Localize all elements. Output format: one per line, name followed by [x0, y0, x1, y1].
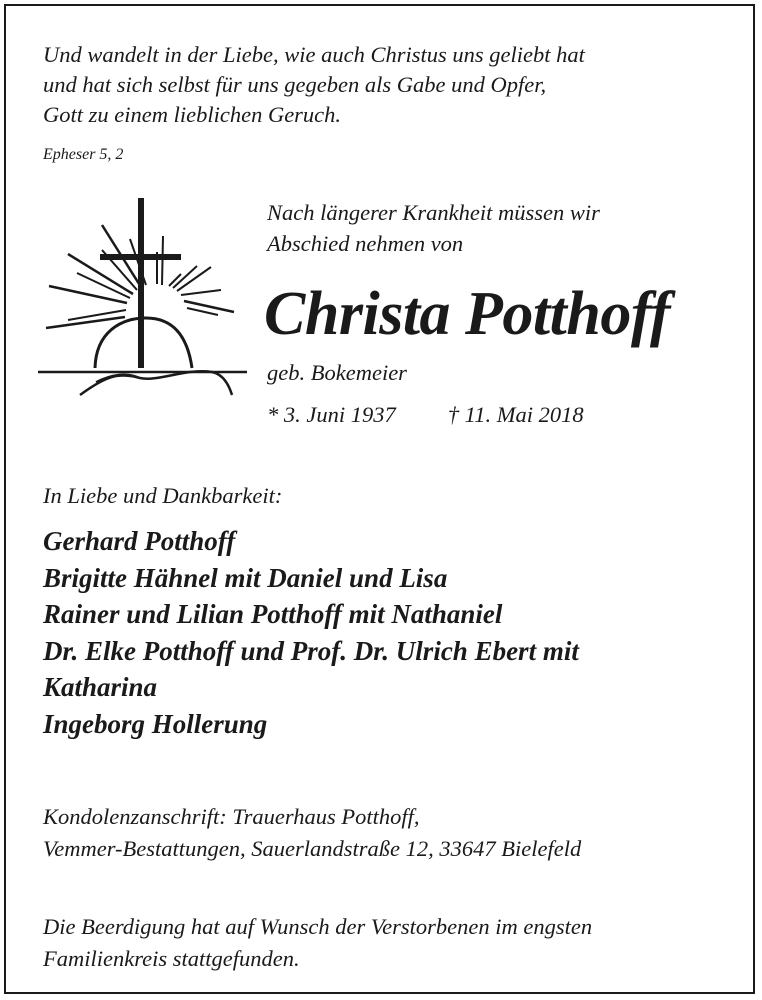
- cross-sunrise-icon: [36, 192, 252, 398]
- birth-date: * 3. Juni 1937: [267, 402, 396, 427]
- death-date: † 11. Mai 2018: [447, 402, 584, 427]
- deceased-name: Christa Potthoff: [264, 280, 671, 348]
- address-line: Vemmer-Bestattungen, Sauerlandstraße 12, 33647 Bielefeld: [43, 836, 582, 861]
- maiden-name: geb. Bokemeier: [267, 360, 407, 385]
- intro-text: [267, 197, 600, 259]
- mourner-line: Brigitte Hähnel mit Daniel und Lisa: [43, 562, 448, 593]
- intro-line: Abschied nehmen von: [267, 231, 464, 256]
- verse-line: Gott zu einem lieblichen Geruch.: [43, 102, 342, 127]
- mourner-line: Katharina: [43, 672, 158, 702]
- verse-line: Und wandelt in der Liebe, wie auch Christus uns geliebt hat: [43, 42, 585, 67]
- mourner-line: Gerhard Potthoff: [43, 526, 236, 556]
- obituary-notice: [4, 4, 755, 994]
- funeral-note: [43, 911, 592, 975]
- verse-reference: Epheser 5, 2: [43, 146, 124, 163]
- mourner-line: Rainer und Lilian Potthoff mit Nathaniel: [43, 599, 503, 629]
- funeral-line: Die Beerdigung hat auf Wunsch der Verstorbenen im engsten: [43, 914, 593, 939]
- mourner-line: Ingeborg Hollerung: [43, 708, 268, 739]
- bible-verse: [43, 40, 585, 130]
- verse-line: und hat sich selbst für uns gegeben als Gabe und Opfer,: [43, 72, 547, 97]
- life-dates: [267, 402, 584, 428]
- funeral-line: Familienkreis stattgefunden.: [43, 946, 300, 971]
- intro-line: Nach längerer Krankheit müssen wir: [267, 200, 600, 225]
- mourners-list: [43, 523, 579, 742]
- mourners-intro: In Liebe und Dankbarkeit:: [43, 483, 283, 508]
- condolence-address: [43, 801, 581, 865]
- address-line: Kondolenzanschrift: Trauerhaus Potthoff,: [43, 804, 420, 829]
- mourner-line: Dr. Elke Potthoff und Prof. Dr. Ulrich Ebert mit: [43, 635, 579, 666]
